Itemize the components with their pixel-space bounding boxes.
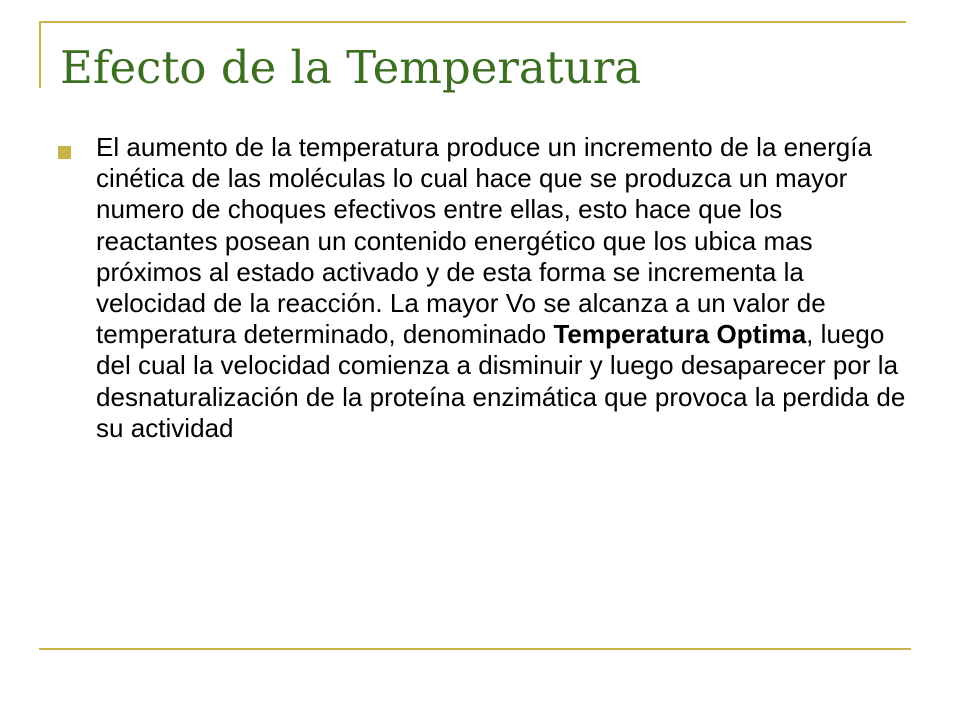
square-bullet-icon	[58, 146, 71, 159]
paragraph-text-after: , luego del cual la velocidad comienza a disminuir y luego desaparecer por la desnaturalización de la proteína enzimática que provoca la perdida de su actividad	[96, 319, 906, 443]
bottom-rule	[39, 648, 911, 650]
paragraph-text-before: El aumento de la temperatura produce un incremento de la energía cinética de las moléculas lo cual hace que se produzca un mayor numero de choques efectivos entre ellas, esto hace que los reactantes posean un contenido energético que los ubica mas próximos al estado activado y de esta forma se incrementa la velocidad de la reacción. La mayor Vo se alcanza a un valor de temperatura determinado, denominado	[96, 132, 872, 350]
body-paragraph	[96, 132, 908, 444]
slide-title: Efecto de la Temperatura	[60, 41, 642, 94]
top-rule	[39, 21, 906, 23]
temperature-optima-emphasis: Temperatura Optima	[553, 319, 807, 350]
left-rule	[39, 21, 41, 88]
